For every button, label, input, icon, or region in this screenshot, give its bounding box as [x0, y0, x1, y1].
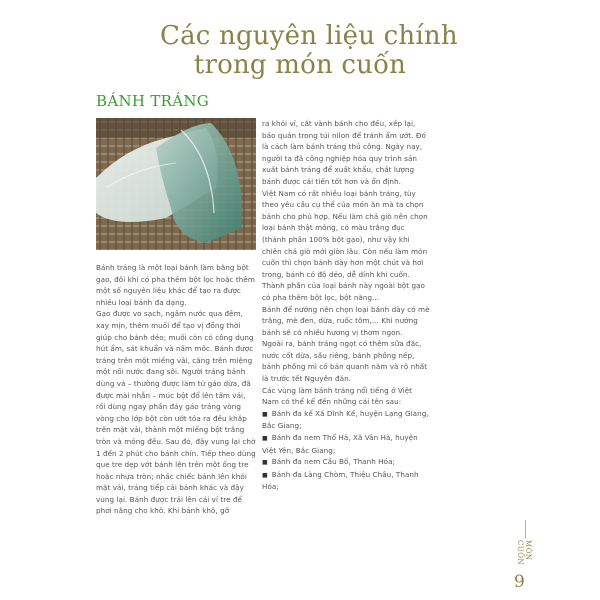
rice-paper-illustration — [96, 118, 256, 250]
paragraph: Ngoài ra, bánh tráng ngọt có thêm sữa đặc, nước cốt dừa, sầu riêng, bánh phồng nếp, bánh phồng mì cố bán quanh năm và rộ nhất là trước tết Nguyên đán. — [262, 339, 428, 384]
list-item: ■ Bánh đa Làng Chòm, Thiệu Châu, Thanh Hóa; — [262, 469, 430, 493]
right-text-column — [262, 118, 430, 493]
list-item: ■ Bánh đa nem Thổ Hà, Xã Vân Hà, huyện Việt Yên, Bắc Giang; — [262, 432, 430, 456]
section-heading: BÁNH TRÁNG — [96, 92, 210, 110]
paragraph: Gạo được vo sạch, ngâm nước qua đêm, xay mịn, thêm muối để tạo vị đồng thời giúp cho bánh dẻo; muối còn có công dụng hút ẩm, sát khuẩn và nấm mốc. Bánh được tráng trên một miếng vải, căng trên miệng một nồi nước đang sôi. Người tráng bánh dùng vá – thường được làm từ gáo dừa, đã được mài nhẵn – múc bột đổ lên tấm vải, rồi dùng ngay phần đáy gáo tráng vòng vòng cho lớp bột còn ướt tỏa ra đều khắp trên mặt vải, thành một miếng bột trắng tròn và mỏng đều. Sau đó, đậy vung lại chờ 1 đến 2 phút cho bánh chín. Tiếp theo dùng que tre dẹp vớt bánh lên trên một ống tre hoặc nhựa tròn; nhấc chiếc bánh lên khỏi mặt vải, tráng tiếp cái bánh khác và đậy vung lại. Bánh được trải lên cái vỉ tre để phơi nắng cho khô. Khi bánh khô, gỡ — [96, 309, 256, 516]
page-title — [160, 21, 458, 80]
page-title-line-1: Các nguyên liệu chính — [160, 21, 458, 51]
list-item: ■ Bánh đa kế Xã Dĩnh Kế, huyện Lạng Giang, Bắc Giang; — [262, 408, 430, 432]
paragraph: Việt Nam có rất nhiều loại bánh tráng, tùy theo yêu cầu cụ thể của món ăn mà ta chọn bánh cho phù hợp. Nếu làm chả giò nên chọn loại bánh thật mỏng, có màu trắng đục (thành phần 100% bột gạo), như vậy khi chiên chả giò mới giòn lâu. Còn nếu làm món cuốn thì chọn bánh dày hơn một chút và hơi trong, bánh có độ dẻo, dễ dính khi cuốn. Thành phần của loại bánh này ngoài bột gạo có pha thêm bột lọc, bột năng... — [262, 188, 428, 302]
list-item: ■ Bánh đa nem Cầu Bố, Thanh Hóa; — [262, 456, 430, 469]
page-number: 9 — [514, 572, 525, 592]
page-title-line-2: trong món cuốn — [193, 50, 407, 80]
left-text-column — [96, 262, 256, 517]
section-marker: MÓN CUỐN — [516, 540, 532, 566]
rice-paper-photo — [96, 118, 256, 250]
paragraph: ra khỏi vỉ, cắt vành bánh cho đều, xếp lại, bảo quản trong túi nilon để tránh ẩm ướt. Đó là cách làm bánh tráng thủ công. Ngày nay, người ta đã công nghiệp hóa quy trình sản xuất bánh tráng để xuất khẩu, chất lượng bánh được cải tiến tốt hơn và ổn định. — [262, 119, 426, 186]
footer-divider — [525, 520, 526, 538]
paragraph: Các vùng làm bánh tráng nổi tiếng ở Việt Nam có thể kể đến những cái tên sau: — [262, 385, 413, 407]
paragraph: Bánh để nướng nên chọn loại bánh dày có mè trắng, mè đen, dừa, ruốc tôm,... Khi nướng bánh sẽ có nhiều hương vị thơm ngon. — [262, 304, 430, 337]
paragraph: Bánh tráng là một loại bánh làm bằng bột gạo, đôi khi có pha thêm bột lọc hoặc thêm một số nguyên liệu khác để tạo ra được nhiều loại bánh đa dạng. — [96, 263, 255, 307]
